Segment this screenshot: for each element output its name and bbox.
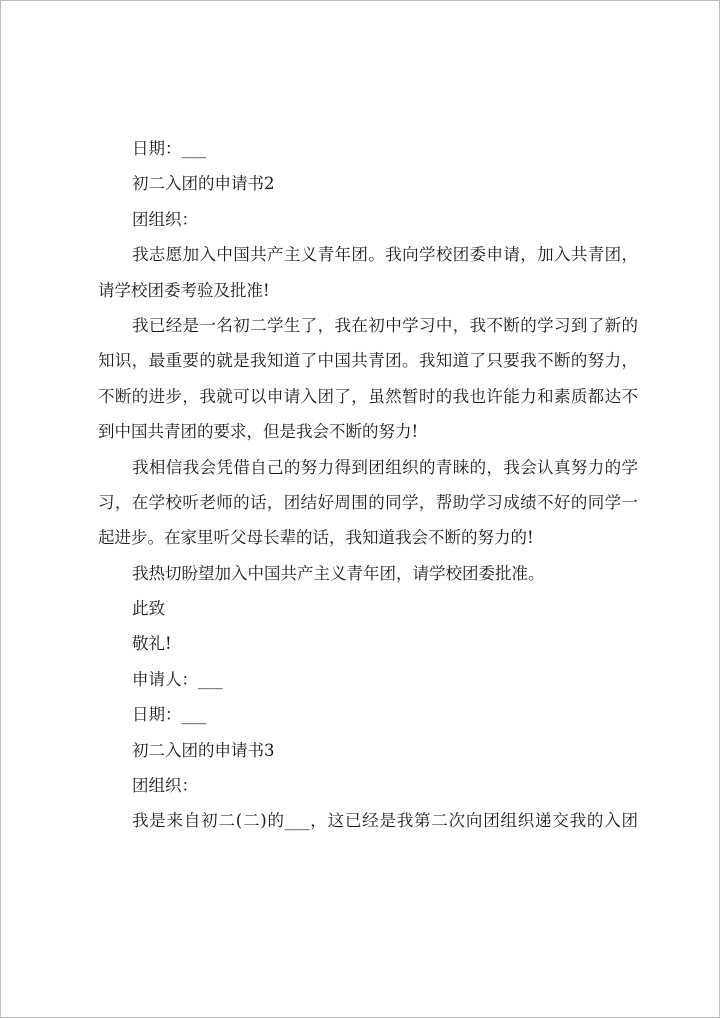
text-line: 我热切盼望加入中国共产主义青年团，请学校团委批准。 (132, 563, 545, 583)
text-line: 知识，最重要的就是我知道了中国共青团。我知道了只要我不断的努力， (98, 351, 638, 371)
text-line: 初二入团的申请书2 (132, 174, 275, 194)
text-line: 团组织： (132, 209, 198, 229)
text-line: 我志愿加入中国共产主义青年团。我向学校团委申请，加入共青团， (132, 245, 638, 265)
text-line: 我已经是一名初二学生了，我在初中学习中，我不断的学习到了新的 (132, 315, 638, 335)
text-line: 我是来自初二(二)的___，这已经是我第二次向团组织递交我的入团 (132, 811, 638, 831)
text-line: 初二入团的申请书3 (132, 740, 275, 760)
text-line: 习，在学校听老师的话，团结好周围的同学，帮助学习成绩不好的同学一 (98, 492, 638, 512)
text-line: 日期：___ (132, 139, 207, 158)
text-line: 不断的进步，我就可以申请入团了，虽然暂时的我也许能力和素质都达不 (98, 386, 638, 406)
text-line: 此致 (132, 599, 165, 619)
text-line: 我相信我会凭借自己的努力得到团组织的青睐的，我会认真努力的学 (132, 457, 638, 477)
text-line: 到中国共青团的要求，但是我会不断的努力! (98, 422, 419, 442)
text-line: 日期：___ (132, 705, 207, 725)
text-line: 团组织： (132, 776, 198, 796)
text-line: 起进步。在家里听父母长辈的话，我知道我会不断的努力的! (98, 528, 534, 548)
text-line: 申请人：___ (132, 669, 223, 689)
text-line: 请学校团委考验及批准! (98, 280, 270, 300)
text-line: 敬礼! (132, 634, 172, 654)
document-body (98, 131, 638, 839)
